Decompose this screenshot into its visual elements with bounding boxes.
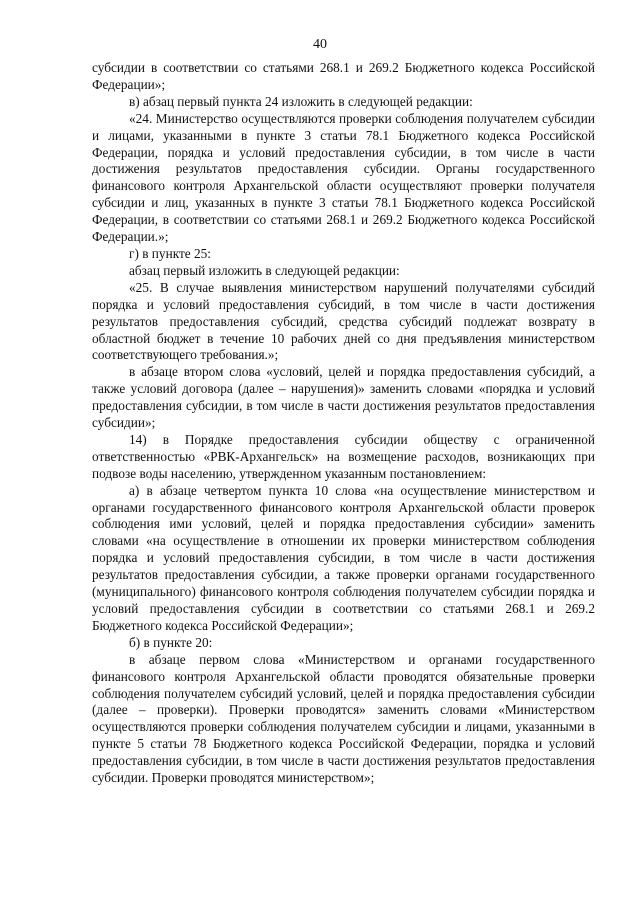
paragraph: а) в абзаце четвертом пункта 10 слова «на осуществление министерством и органами государственного финансового контроля Архангельской области проверок соблюдения ими условий, целей и порядка предоставления субсидии» заменить словами «на осуществление в отношении их проверки министерством соблюдения порядка и условий предоставления субсидии, в том числе в части достижения результатов предоставления субсидии, а также проверки органами государственного (муниципального) финансового контроля соблюдения получателем субсидии порядка и условий предоставления субсидии в соответствии со статьями 268.1 и 269.2 Бюджетного кодекса Российской Федерации»; <box>92 482 595 633</box>
page-number: 40 <box>313 37 327 52</box>
paragraph: 14) в Порядке предоставления субсидии обществу с ограниченной ответственностью «РВК-Архангельск» на возмещение расходов, возникающих при подвозе воды населению, утвержденном указанным постановлением: <box>92 431 595 481</box>
paragraph: «25. В случае выявления министерством нарушений получателями субсидий порядка и условий предоставления субсидий, в том числе в части достижения результатов предоставления субсидий, средства субсидий подлежат возврату в областной бюджет в течение 10 рабочих дней со дня предъявления министерством соответствующего требования.»; <box>92 279 595 363</box>
paragraph: в) абзац первый пункта 24 изложить в следующей редакции: <box>129 93 473 109</box>
paragraph: в абзаце втором слова «условий, целей и порядка предоставления субсидий, а также условий договора (далее – нарушения)» заменить словами «порядка и условий предоставления субсидии, в том числе в части достижения результатов предоставления субсидии»; <box>92 364 595 431</box>
document-body <box>92 60 595 787</box>
paragraph: в абзаце первом слова «Министерством и органами государственного финансового контроля Архангельской области проводятся обязательные проверки соблюдения получателем субсидий условий, целей и порядка предоставления субсидии (далее – проверки). Проверки проводятся» заменить словами «Министерством осуществляются проверки соблюдения получателем субсидии и лицами, указанными в пункте 5 статьи 78 Бюджетного кодекса Российской Федерации, порядка и условий предоставления субсидии, в том числе в части достижения результатов предоставления субсидии. Проверки проводятся министерством»; <box>92 651 595 786</box>
paragraph: субсидии в соответствии со статьями 268.1 и 269.2 Бюджетного кодекса Российской Федерации»; <box>92 60 595 92</box>
paragraph: абзац первый изложить в следующей редакции: <box>129 262 400 278</box>
paragraph: г) в пункте 25: <box>129 245 212 261</box>
paragraph: б) в пункте 20: <box>129 634 213 650</box>
paragraph: «24. Министерство осуществляются проверки соблюдения получателем субсидии и лицами, указанными в пункте 3 статьи 78.1 Бюджетного кодекса Российской Федерации, порядка и условий предоставления субсидии, в том числе в части достижения результатов предоставления субсидии. Органы государственного финансового контроля Архангельской области осуществляют проверки получателя субсидии и лиц, указанных в пункте 3 статьи 78.1 Бюджетного кодекса Российской Федерации, в соответствии со статьями 268.1 и 269.2 Бюджетного кодекса Российской Федерации.»; <box>92 110 595 245</box>
